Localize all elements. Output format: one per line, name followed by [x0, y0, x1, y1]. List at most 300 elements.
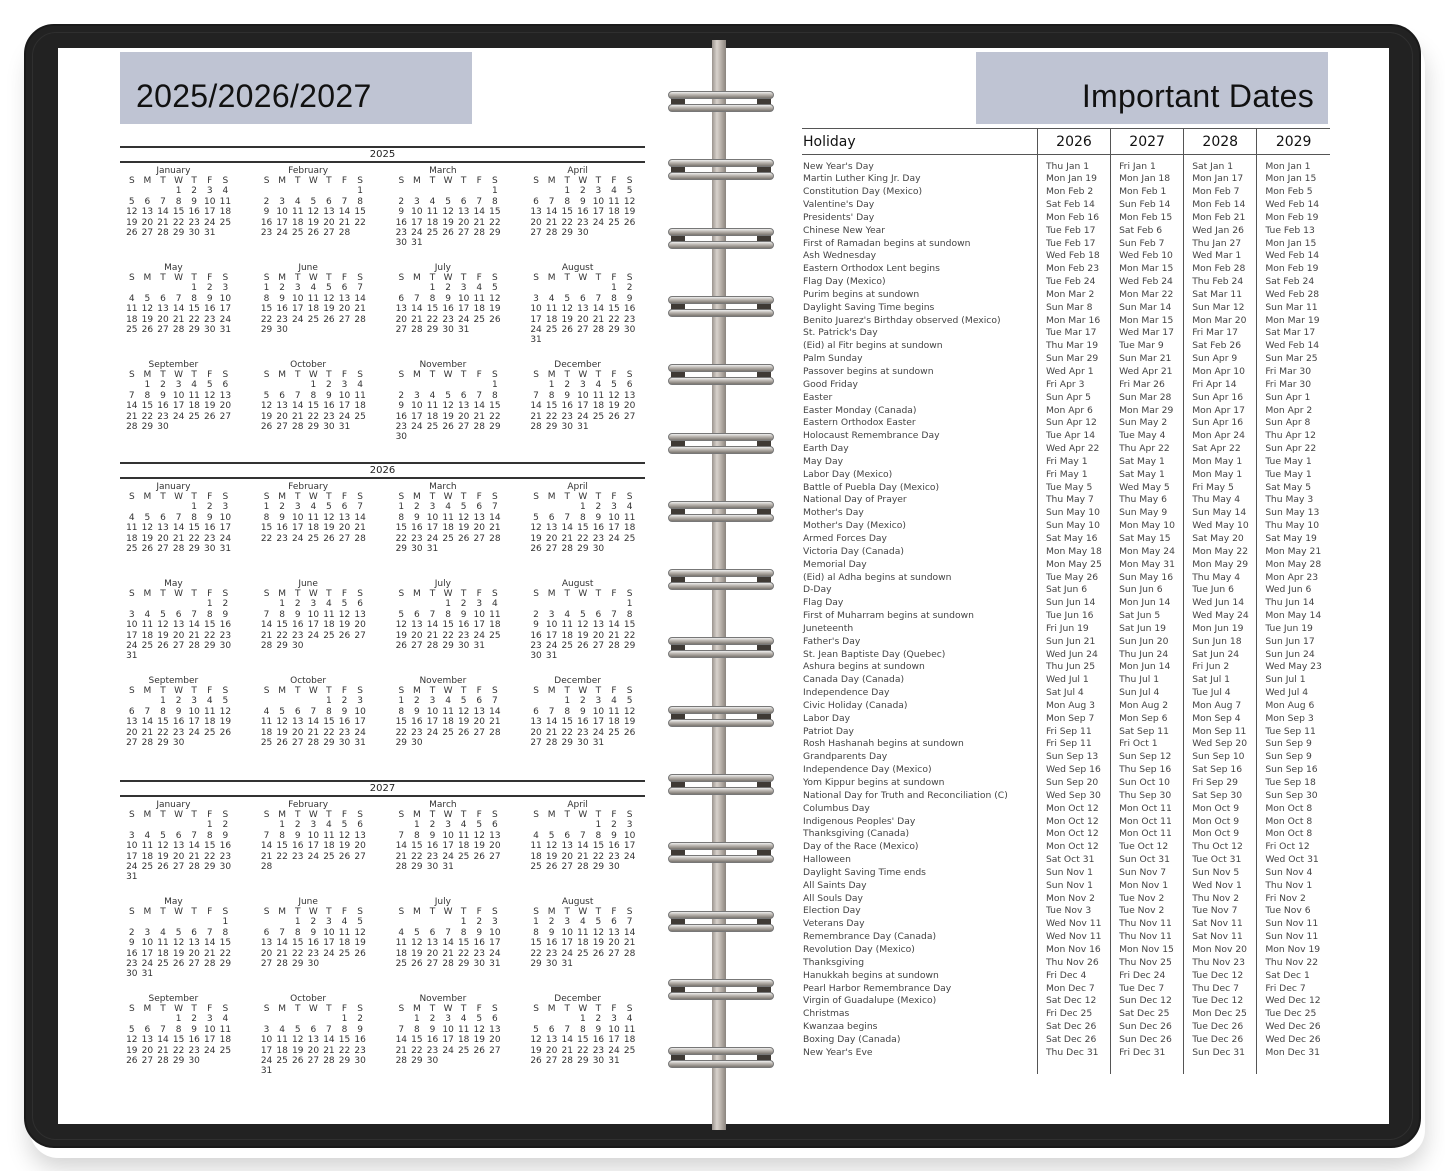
holiday-name: Good Friday: [803, 378, 858, 390]
weekday-header: T: [460, 492, 467, 502]
day-cell: 20: [323, 217, 335, 228]
holiday-date-2026: Mon May 25: [1037, 559, 1110, 572]
day-cell: 27: [489, 851, 501, 862]
day-cell: 3: [595, 186, 602, 197]
weekday-header: S: [128, 273, 135, 283]
day-cell: 5: [533, 1024, 539, 1035]
holiday-date-2027: Mon Nov 15: [1111, 944, 1184, 957]
day-cell: 15: [489, 401, 501, 412]
holiday-date-2029: Mon Oct 8: [1257, 828, 1330, 841]
day-cell: 3: [294, 283, 301, 294]
day-cell: 14: [204, 938, 216, 949]
day-cell: 12: [489, 293, 501, 304]
day-cell: 18: [489, 620, 501, 631]
day-cell: 30: [188, 228, 200, 239]
holiday-date-2027: Sun Dec 26: [1111, 1034, 1184, 1047]
day-cell: 2: [398, 390, 405, 401]
day-cell: 4: [263, 706, 270, 717]
day-cell: 25: [323, 851, 335, 862]
weekday-header: T: [160, 176, 166, 186]
day-cell: 3: [128, 609, 135, 620]
day-cell: 17: [323, 938, 335, 949]
holiday-date-2026: Wed Apr 1: [1037, 366, 1110, 379]
day-cell: 19: [141, 314, 154, 325]
table-row: [802, 841, 1330, 854]
day-cell: 4: [222, 1014, 229, 1025]
holiday-date-2027: Sun May 2: [1111, 417, 1184, 430]
day-cell: 5: [476, 820, 483, 831]
holiday-date-2027: Sun Dec 26: [1111, 1021, 1184, 1034]
holiday-date-2028: Thu May 4: [1184, 572, 1257, 585]
day-cell: 28: [157, 1056, 169, 1067]
day-cell: 21: [157, 217, 169, 228]
holiday-date-2027: Thu Sep 30: [1111, 790, 1184, 803]
holiday-date-2026: Thu Nov 26: [1037, 957, 1110, 970]
day-cell: 20: [219, 401, 232, 412]
day-cell: 23: [426, 1045, 439, 1056]
holiday-name: (Eid) al Fitr begins at sundown: [803, 340, 943, 352]
holiday-date-2026: Fri Sep 11: [1037, 738, 1110, 751]
table-row: [802, 636, 1330, 649]
day-cell: 17: [260, 1045, 273, 1056]
day-cell: 8: [626, 609, 633, 620]
day-cell: 16: [276, 304, 288, 315]
day-cell: 11: [188, 390, 200, 401]
day-cell: 1: [445, 599, 451, 610]
day-cell: 5: [128, 1024, 135, 1035]
day-cell: 20: [411, 630, 423, 641]
day-cell: 11: [219, 196, 232, 207]
day-cell: 20: [530, 217, 542, 228]
weekday-header: S: [492, 686, 498, 696]
holiday-name: Flag Day: [803, 597, 844, 609]
weekday-header: S: [626, 589, 633, 599]
holiday-date-2029: Mon Feb 19: [1257, 212, 1330, 225]
day-cell: 23: [395, 228, 408, 239]
weekday-header: F: [207, 370, 213, 380]
day-cell: 27: [411, 641, 423, 652]
holiday-name: St. Patrick's Day: [803, 327, 878, 339]
weekday-header: M: [413, 176, 421, 186]
weekday-header: F: [341, 492, 348, 502]
holiday-date-2028: Tue Oct 31: [1184, 854, 1257, 867]
holiday-date-2027: Thu Nov 11: [1111, 918, 1184, 931]
holiday-date-2028: Sun Apr 9: [1184, 353, 1257, 366]
day-cell: 28: [608, 641, 620, 652]
day-cell: 23: [592, 1045, 605, 1056]
weekday-header: S: [263, 686, 270, 696]
day-cell: 25: [623, 533, 636, 544]
day-cell: 27: [545, 1056, 558, 1067]
day-cell: 18: [204, 717, 216, 728]
table-row: [802, 417, 1330, 430]
holiday-date-2028: Sun May 14: [1184, 507, 1257, 520]
holiday-name: Holocaust Remembrance Day: [803, 430, 940, 442]
day-cell: 7: [128, 390, 135, 401]
day-cell: 15: [457, 938, 470, 949]
day-cell: 16: [219, 620, 232, 631]
holiday-date-2028: Wed Jun 14: [1184, 597, 1257, 610]
holiday-date-2026: Mon Feb 2: [1037, 186, 1110, 199]
day-cell: 14: [172, 304, 185, 315]
holiday-date-2026: Wed Nov 11: [1037, 918, 1110, 931]
holiday-date-2027: Mon Jun 14: [1111, 597, 1184, 610]
holiday-date-2027: Wed Feb 10: [1111, 250, 1184, 263]
spiral-ring: [668, 979, 774, 1003]
month-name: February: [288, 482, 329, 492]
day-cell: 4: [294, 196, 301, 207]
holiday-date-2027: Thu Apr 22: [1111, 443, 1184, 456]
day-cell: 7: [564, 1024, 571, 1035]
holiday-date-2028: Thu Oct 12: [1184, 841, 1257, 854]
holiday-date-2026: Fri May 1: [1037, 469, 1110, 482]
day-cell: 13: [530, 207, 542, 218]
day-cell: 15: [188, 523, 200, 534]
day-cell: 17: [204, 207, 216, 218]
day-cell: 9: [579, 196, 586, 207]
holiday-date-2028: Mon Feb 28: [1184, 263, 1257, 276]
day-cell: 30: [545, 959, 558, 970]
day-cell: 22: [426, 314, 439, 325]
day-cell: 25: [354, 411, 366, 422]
day-cell: 24: [592, 727, 605, 738]
weekday-header: T: [460, 370, 467, 380]
holiday-date-2029: Sun Sep 16: [1257, 764, 1330, 777]
day-cell: 31: [219, 325, 232, 336]
day-cell: 20: [592, 630, 605, 641]
day-cell: 8: [564, 706, 571, 717]
weekday-header: F: [611, 686, 617, 696]
holiday-date-2027: Sat Jun 5: [1111, 610, 1184, 623]
day-cell: 8: [326, 706, 332, 717]
day-grid: [528, 492, 641, 554]
day-cell: 12: [276, 717, 288, 728]
day-cell: 6: [341, 502, 348, 513]
day-cell: 17: [172, 401, 185, 412]
weekday-header: F: [476, 492, 482, 502]
day-cell: 2: [326, 380, 332, 391]
day-grid: [259, 370, 372, 432]
day-cell: 23: [188, 217, 200, 228]
day-cell: 20: [545, 1045, 558, 1056]
holiday-date-2026: Tue Feb 17: [1037, 238, 1110, 251]
day-cell: 14: [188, 841, 200, 852]
holiday-date-2027: Sun May 9: [1111, 507, 1184, 520]
day-cell: 2: [579, 696, 586, 707]
holiday-name: Memorial Day: [803, 558, 867, 570]
weekday-header: M: [547, 1004, 556, 1014]
weekday-header: S: [492, 273, 498, 283]
holiday-name: D-Day: [803, 584, 832, 596]
day-cell: 30: [577, 228, 589, 239]
month-name: August: [561, 897, 594, 907]
holiday-date-2027: Mon Mar 29: [1111, 405, 1184, 418]
weekday-header: T: [191, 907, 197, 917]
day-cell: 18: [457, 1035, 470, 1046]
day-cell: 21: [354, 304, 366, 315]
day-cell: 29: [489, 422, 501, 433]
day-cell: 22: [172, 1045, 185, 1056]
day-cell: 18: [307, 304, 320, 315]
day-cell: 2: [595, 502, 602, 513]
day-cell: 4: [491, 599, 498, 610]
day-cell: 19: [489, 304, 501, 315]
day-cell: 5: [294, 1024, 301, 1035]
day-cell: 20: [561, 851, 573, 862]
day-cell: 1: [533, 917, 539, 928]
holiday-date-2029: Mon May 14: [1257, 610, 1330, 623]
weekday-header: M: [278, 176, 287, 186]
weekday-header: S: [533, 810, 539, 820]
weekday-header: M: [143, 589, 152, 599]
day-cell: 15: [141, 401, 154, 412]
day-cell: 15: [577, 1035, 589, 1046]
day-cell: 25: [260, 738, 273, 749]
day-cell: 3: [357, 696, 363, 707]
day-cell: 10: [608, 512, 620, 523]
day-cell: 1: [294, 917, 301, 928]
weekday-header: T: [160, 686, 166, 696]
weekday-header: W: [308, 273, 318, 283]
day-cell: 7: [429, 609, 436, 620]
day-cell: 1: [160, 696, 166, 707]
day-cell: 20: [126, 727, 138, 738]
day-cell: 7: [357, 502, 363, 513]
holiday-date-2027: Mon Feb 15: [1111, 212, 1184, 225]
day-cell: 26: [623, 727, 636, 738]
day-cell: 7: [611, 609, 617, 620]
day-cell: 27: [457, 228, 470, 239]
holiday-date-2027: Mon Mar 15: [1111, 315, 1184, 328]
weekday-header: M: [278, 273, 287, 283]
day-cell: 18: [141, 851, 154, 862]
day-cell: 6: [564, 830, 571, 841]
holiday-name: Kwanzaa begins: [803, 1021, 878, 1033]
day-cell: 30: [608, 862, 620, 873]
day-cell: 27: [141, 228, 154, 239]
table-row: [802, 623, 1330, 636]
day-cell: 2: [310, 917, 317, 928]
day-cell: 22: [260, 314, 273, 325]
month-name: September: [148, 360, 199, 370]
day-cell: 2: [548, 917, 555, 928]
table-row: [802, 957, 1330, 970]
day-cell: 28: [545, 228, 558, 239]
day-cell: 29: [592, 862, 605, 873]
day-cell: 19: [545, 851, 558, 862]
day-cell: 29: [276, 641, 288, 652]
day-cell: 4: [326, 599, 332, 610]
day-cell: 23: [323, 411, 335, 422]
weekday-header: S: [398, 810, 405, 820]
holiday-date-2026: Fri Apr 3: [1037, 379, 1110, 392]
day-cell: 5: [564, 293, 571, 304]
weekday-header: T: [294, 176, 301, 186]
day-cell: 6: [222, 380, 229, 391]
day-cell: 15: [426, 304, 439, 315]
day-cell: 4: [357, 380, 363, 391]
day-cell: 7: [310, 706, 317, 717]
weekday-header: M: [278, 370, 287, 380]
day-cell: 7: [341, 196, 348, 207]
weekday-header: W: [174, 492, 184, 502]
weekday-header: S: [626, 810, 633, 820]
day-cell: 3: [611, 502, 617, 513]
day-cell: 21: [395, 1045, 408, 1056]
day-cell: 31: [204, 228, 216, 239]
day-cell: 30: [188, 1056, 200, 1067]
day-cell: 7: [144, 706, 151, 717]
holiday-date-2026: Sat Dec 26: [1037, 1034, 1110, 1047]
holiday-date-2029: Tue May 1: [1257, 469, 1330, 482]
weekday-header: T: [326, 907, 332, 917]
day-cell: 31: [141, 969, 154, 980]
weekday-header: S: [533, 370, 539, 380]
day-cell: 5: [579, 609, 586, 620]
day-cell: 2: [279, 283, 285, 294]
day-cell: 15: [577, 523, 589, 534]
weekday-header: W: [443, 370, 453, 380]
day-cell: 11: [623, 512, 636, 523]
day-cell: 4: [398, 927, 405, 938]
table-row: [802, 610, 1330, 623]
day-cell: 25: [545, 325, 558, 336]
weekday-header: T: [595, 370, 602, 380]
holiday-name: Valentine's Day: [803, 199, 875, 211]
holiday-date-2026: Wed Feb 18: [1037, 250, 1110, 263]
day-cell: 13: [126, 717, 138, 728]
day-cell: 27: [592, 641, 605, 652]
day-cell: 3: [263, 1024, 270, 1035]
column-header-2026: 2026: [1037, 129, 1110, 155]
day-cell: 17: [577, 401, 589, 412]
day-cell: 4: [341, 917, 348, 928]
holiday-date-2027: Sun Dec 12: [1111, 995, 1184, 1008]
weekday-header: S: [492, 589, 498, 599]
day-cell: 4: [128, 293, 135, 304]
weekday-header: S: [222, 589, 229, 599]
table-row: [802, 905, 1330, 918]
day-cell: 27: [157, 325, 169, 336]
holiday-date-2028: Fri Apr 14: [1184, 379, 1257, 392]
day-cell: 30: [204, 325, 216, 336]
spiral-ring: [668, 706, 774, 730]
day-cell: 24: [411, 228, 423, 239]
day-cell: 26: [473, 1045, 485, 1056]
day-cell: 2: [357, 1014, 363, 1025]
day-cell: 11: [141, 620, 154, 631]
holiday-date-2026: Tue May 26: [1037, 572, 1110, 585]
day-cell: 9: [206, 293, 213, 304]
day-cell: 28: [577, 862, 589, 873]
day-cell: 26: [126, 228, 138, 239]
weekday-header: F: [611, 492, 617, 502]
day-cell: 1: [310, 380, 317, 391]
month-name: March: [429, 166, 457, 176]
holiday-date-2027: Mon Mar 22: [1111, 289, 1184, 302]
day-cell: 22: [307, 411, 320, 422]
day-cell: 13: [623, 390, 636, 401]
day-cell: 21: [411, 314, 423, 325]
day-cell: 16: [592, 1035, 605, 1046]
table-row: [802, 931, 1330, 944]
day-cell: 13: [411, 620, 423, 631]
month-september: [124, 994, 237, 1091]
day-cell: 20: [354, 841, 366, 852]
day-cell: 24: [489, 948, 501, 959]
day-cell: 14: [354, 293, 366, 304]
day-cell: 21: [354, 523, 366, 534]
day-cell: 21: [292, 411, 304, 422]
day-cell: 21: [561, 1045, 573, 1056]
day-cell: 3: [326, 917, 332, 928]
day-cell: 26: [561, 325, 573, 336]
holiday-name: Patriot Day: [803, 725, 854, 737]
month-name: November: [419, 994, 467, 1004]
day-cell: 16: [172, 717, 185, 728]
holiday-name: New Year's Day: [803, 160, 874, 172]
day-cell: 21: [188, 630, 200, 641]
day-cell: 15: [260, 523, 273, 534]
day-cell: 21: [307, 727, 320, 738]
day-cell: 25: [442, 727, 454, 738]
holiday-date-2028: Sat Mar 11: [1184, 289, 1257, 302]
weekday-header: S: [398, 1004, 405, 1014]
day-cell: 19: [623, 717, 636, 728]
day-cell: 15: [204, 620, 216, 631]
day-cell: 4: [326, 820, 332, 831]
day-cell: 23: [188, 1045, 200, 1056]
table-row: [802, 649, 1330, 662]
day-cell: 3: [222, 283, 229, 294]
table-row: [802, 263, 1330, 276]
day-cell: 19: [338, 841, 351, 852]
day-cell: 25: [307, 533, 320, 544]
weekday-header: S: [222, 686, 229, 696]
table-row: [802, 970, 1330, 983]
day-cell: 28: [338, 228, 351, 239]
day-cell: 27: [157, 544, 169, 555]
day-cell: 23: [530, 641, 542, 652]
day-cell: 7: [279, 927, 285, 938]
day-cell: 9: [128, 938, 135, 949]
day-cell: 10: [354, 706, 366, 717]
weekday-header: M: [413, 686, 421, 696]
day-cell: 17: [608, 523, 620, 534]
holiday-date-2029: Mon May 28: [1257, 559, 1330, 572]
day-cell: 2: [191, 186, 198, 197]
day-cell: 17: [545, 630, 558, 641]
day-cell: 5: [460, 502, 467, 513]
day-cell: 26: [577, 641, 589, 652]
year-header: 2025: [120, 146, 645, 163]
day-cell: 1: [398, 696, 405, 707]
holiday-name: First of Ramadan begins at sundown: [803, 237, 971, 249]
day-cell: 24: [561, 948, 573, 959]
holiday-date-2028: Mon Apr 10: [1184, 366, 1257, 379]
holiday-date-2029: Sun Sep 30: [1257, 790, 1330, 803]
holiday-name: Thanksgiving: [803, 956, 865, 968]
day-cell: 13: [545, 1035, 558, 1046]
day-cell: 21: [623, 938, 636, 949]
table-row: [802, 738, 1330, 751]
holiday-date-2028: Tue Dec 26: [1184, 1021, 1257, 1034]
holiday-date-2027: Mon May 24: [1111, 546, 1184, 559]
weekday-header: T: [160, 589, 166, 599]
holiday-date-2029: Mon Oct 8: [1257, 816, 1330, 829]
day-cell: 8: [144, 390, 151, 401]
day-cell: 14: [623, 927, 636, 938]
